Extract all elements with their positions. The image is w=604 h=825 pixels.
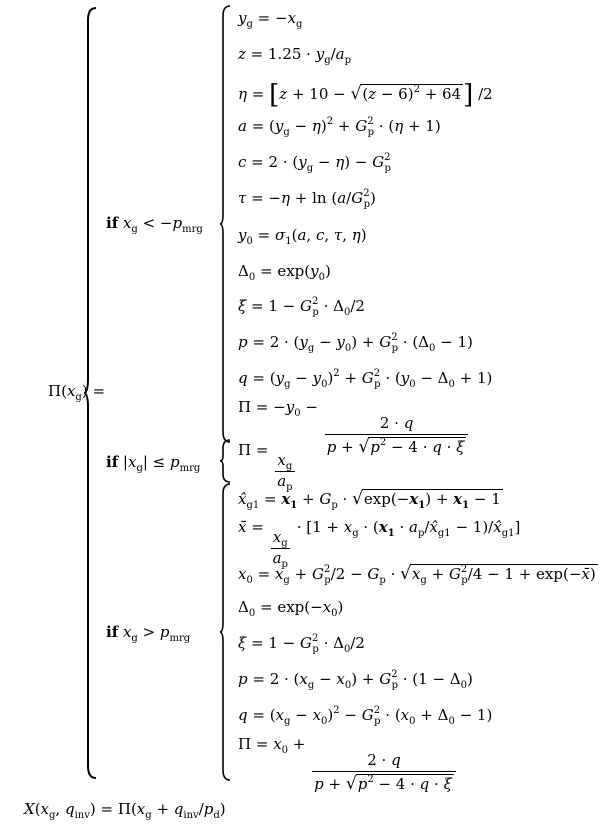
eq-x0: $x_0 = x_g + G^2_p/2 - G_p \cdot √x_g + G^2_p/4 - 1$ + exp(−x̄) — [238, 564, 596, 586]
case-1-condition: if $x_g < -p_{mrg}$ — [106, 214, 203, 235]
eq-a: $a = (y_g - \eta)^2 + G^2_p \cdot (\eta + 1)$ — [238, 116, 441, 138]
case-3-brace — [220, 484, 232, 780]
eq-final-X: $X(x_g$, $q_{inv}) = \Pi(x_g + q_{inv}/p_d)$ — [24, 800, 226, 821]
eq-c: $c = 2 \cdot (y_g - \eta) - G^2_p$ — [238, 152, 391, 174]
eq-z: $z = 1.25 \cdot y_g/a_p$ — [238, 45, 352, 66]
eq-yg: $y_g = -x_g$ — [238, 9, 303, 30]
eq-q-case3: $q = (x_g - x_0)^2 - G^2_p \cdot (x_0 + \Delta_0 - 1)$ — [238, 705, 493, 727]
eq-q: $q = (y_g - y_0)^2 + G^2_p \cdot (y_0 - \Delta_0 + 1)$ — [238, 368, 493, 390]
eq-delta0: $\Delta_0 = \exp(y_0)$ — [238, 262, 331, 283]
eq-pi-case3: $\Pi = x_0$ + $\frac{2 \cdot q}{p + √p^2 - 4 \cdot q \cdot \xi}$ — [238, 737, 458, 794]
eq-xi: $\xi = 1 - G^2_p \cdot \Delta_0/2$ — [238, 296, 365, 318]
case-1-brace — [220, 6, 232, 442]
eq-xbar: x̄ = $\frac{x_g}{a_p}$ · [$1 + x_g \cdot (x_1$ · $a_p/x̂_{g1}$ − $1)/x̂_{g1}$] — [238, 518, 521, 570]
case-2-brace — [220, 440, 232, 482]
pi-function-label: $\Pi(x_g)$ = — [48, 382, 106, 403]
case-3-condition: if $x_g > p_{mrg}$ — [106, 623, 191, 644]
eq-xhat-g1: $x̂_{g1} = x_1 + G_p \cdot √\exp(-x_1) + x_1 - 1$ — [238, 489, 501, 511]
eq-p: $p = 2 \cdot (y_g - y_0) + G^2_p \cdot (\Delta_0 - 1)$ — [238, 332, 473, 354]
eq-tau: $\tau = -\eta + \ln (a/G^2_p)$ — [238, 188, 376, 210]
eq-eta: $\eta = [z + 10 - √(z - 6)^2 + 64]$ /2 — [238, 80, 493, 110]
outer-brace — [84, 8, 98, 778]
case-2-condition: if $|x_g| \le p_{mrg}$ — [106, 453, 201, 474]
eq-pi-case2: Π = $\frac{x_g}{a_p}$ — [238, 441, 293, 493]
eq-p-case3: $p = 2 \cdot (x_g - x_0) + G^2_p \cdot (1 - \Delta_0)$ — [238, 669, 473, 691]
eq-delta0-case3: $\Delta_0 = \exp(-x_0)$ — [238, 598, 344, 619]
eq-xi-case3: $\xi = 1 - G^2_p \cdot \Delta_0/2$ — [238, 633, 365, 655]
eq-pi-case1: $\Pi = -y_0$ − $\frac{2 \cdot q}{p + √p^2 - 4 \cdot q \cdot \xi}$ — [238, 400, 470, 457]
eq-y0: $y_0 = \sigma_1(a$, c, τ, η) — [238, 226, 367, 247]
